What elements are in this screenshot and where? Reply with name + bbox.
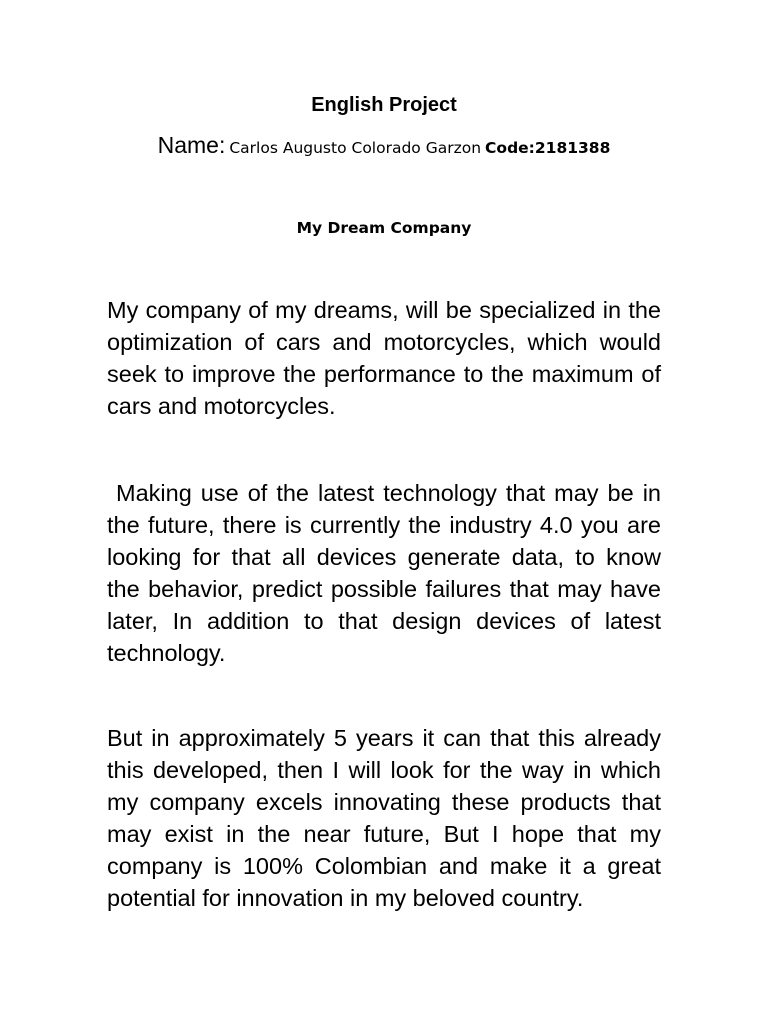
name-label: Name: <box>157 132 226 158</box>
document-title: English Project <box>311 94 457 116</box>
paragraph-1: My company of my dreams, will be specialized in the optimization of cars and motorcycles, which would seek to improve the performance to the maximum of cars and motorcycles. <box>107 297 661 419</box>
document-subtitle: My Dream Company <box>296 219 472 237</box>
paragraph-2: Making use of the latest technology that may be in the future, there is currently the industry 4.0 you are looking for that all devices generate data, to know the behavior, predict possible failures that may have later, In addition to that design devices of latest technology. <box>107 480 661 666</box>
paragraph-3: But in approximately 5 years it can that this already this developed, then I will look for the way in which my company excels innovating these products that may exist in the near future, But I hope that my company is 100% Colombian and make it a great potential for innovation in my beloved country. <box>107 725 661 911</box>
student-name: Carlos Augusto Colorado Garzon <box>229 139 482 157</box>
name-line <box>0 130 768 164</box>
student-code: Code:2181388 <box>485 139 611 157</box>
